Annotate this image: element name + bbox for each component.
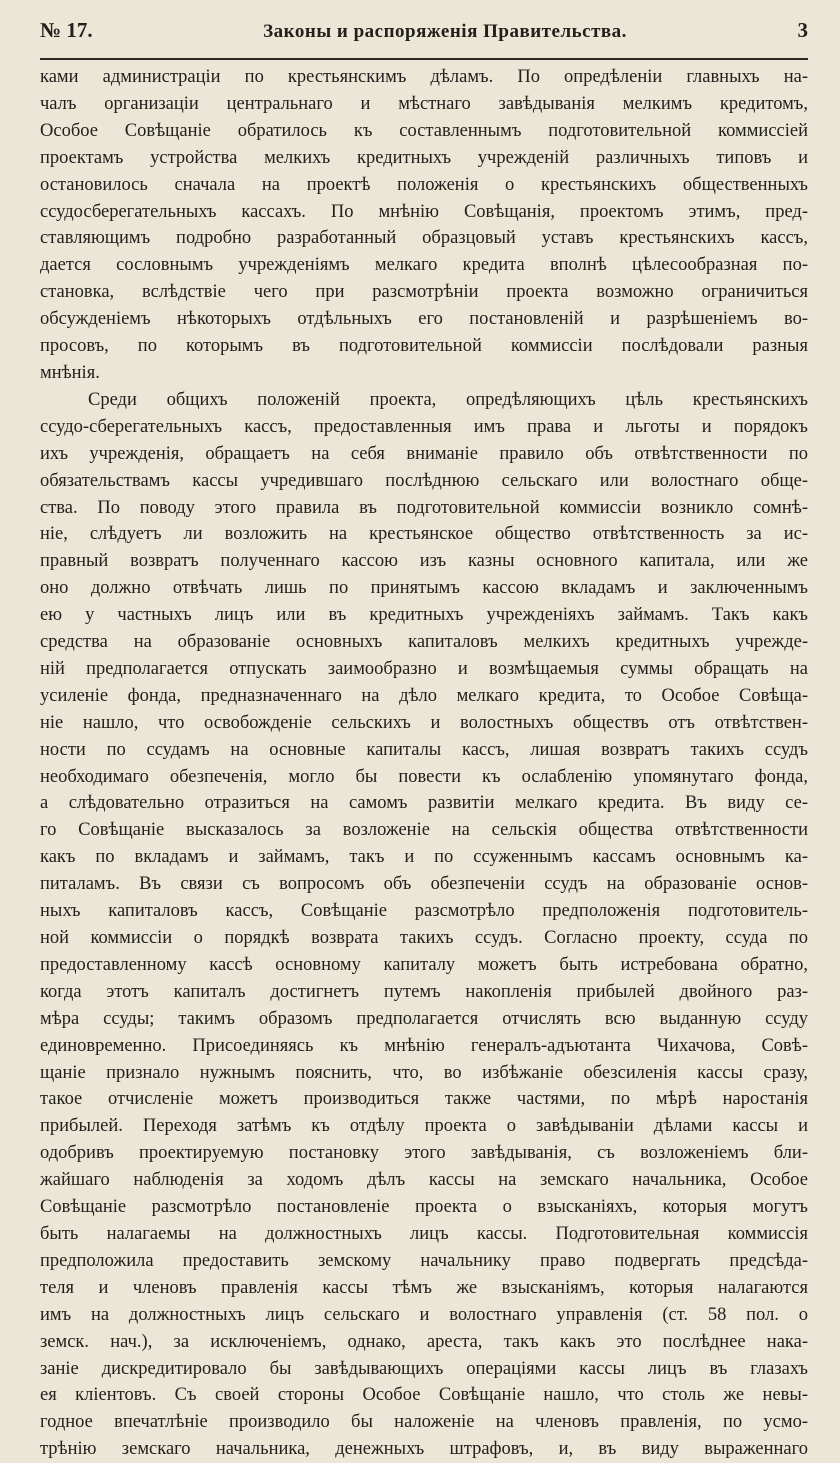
text-line: го Совѣщаніе высказалось за возложеніе на сельскія общества отвѣтственности	[40, 820, 808, 841]
text-line: предположила предоставить земскому начальнику право подвергать предсѣда-	[40, 1250, 808, 1271]
text-line: обязательствамъ кассы учредившаго послѣднюю сельскаго или волостнаго обще-	[40, 470, 808, 491]
text-line: становка, вслѣдствіе чего при разсмотрѣніи проекта возможно ограничиться	[40, 282, 808, 303]
text-line: ніе нашло, что освобожденіе сельскихъ и волостныхъ обществъ отъ отвѣтствен-	[40, 712, 808, 733]
text-line: чалъ организаціи центральнаго и мѣстнаго завѣдыванія мелкимъ кредитомъ,	[40, 93, 808, 114]
text-line: мѣра ссуды; такимъ образомъ предполагается отчислять всю выданную ссуду	[40, 1008, 808, 1029]
text-line: правный возвратъ полученнаго кассою изъ казны основного капитала, или же	[40, 551, 808, 572]
text-line: средства на образованіе основныхъ капиталовъ мелкихъ кредитныхъ учрежде-	[40, 632, 808, 653]
header-title: Законы и распоряженія Правительства.	[263, 21, 627, 42]
text-line: ихъ учрежденія, обращаетъ на себя вниманіе правило объ отвѣтственности по	[40, 443, 808, 464]
text-line: мнѣнія.	[40, 362, 100, 383]
text-line: оно должно отвѣчать лишь по принятымъ кассою вкладамъ и заключеннымъ	[40, 578, 808, 599]
text-line: трѣнію земскаго начальника, денежныхъ штрафовъ, и, въ виду выраженнаго	[40, 1439, 808, 1460]
text-line: теля и членовъ правленія кассы тѣмъ же взысканіямъ, которыя налагаются	[40, 1277, 808, 1298]
text-line: дается сословнымъ учрежденіямъ мелкаго кредита вполнѣ цѣлесообразная по-	[40, 255, 808, 276]
text-line: ставляющимъ подробно разработанный образцовый уставъ крестьянскихъ кассъ,	[40, 228, 808, 249]
issue-number: № 17.	[40, 18, 93, 42]
body-text	[40, 64, 808, 1463]
text-line: ности по ссудамъ на основные капиталы кассъ, лишая возвратъ такихъ ссудъ	[40, 739, 808, 760]
text-line: ныхъ капиталовъ кассъ, Совѣщаніе разсмотрѣло предположенія подготовитель-	[40, 901, 808, 922]
text-line: земск. нач.), за исключеніемъ, однако, ареста, такъ какъ это послѣднее нака-	[40, 1331, 808, 1352]
text-line: когда этотъ капиталъ достигнетъ путемъ накопленія прибылей двойного раз-	[40, 981, 808, 1002]
text-line: ссудо-сберегательныхъ кассъ, предоставленныя имъ права и льготы и порядокъ	[40, 416, 808, 437]
text-line: просовъ, по которымъ въ подготовительной коммиссіи послѣдовали разныя	[40, 336, 808, 357]
text-line: предоставленному кассѣ основному капиталу можетъ быть истребована обратно,	[40, 954, 808, 975]
text-line: одобривъ проектируемую постановку этого завѣдыванія, съ возложеніемъ бли-	[40, 1143, 808, 1164]
text-line: жайшаго наблюденія за ходомъ дѣлъ кассы на земскаго начальника, Особое	[40, 1170, 808, 1191]
header-rule	[40, 58, 808, 60]
text-line: ной коммиссіи о порядкѣ возврата такихъ ссудъ. Согласно проекту, ссуда по	[40, 928, 808, 948]
text-line: годное впечатлѣніе производило бы наложеніе на членовъ правленія, по усмо-	[40, 1412, 808, 1433]
text-line: какъ по вкладамъ и займамъ, такъ и по ссуженнымъ кассамъ основнымъ ка-	[40, 847, 808, 868]
text-line: ея кліентовъ. Съ своей стороны Особое Совѣщаніе нашло, что столь же невы-	[40, 1385, 808, 1406]
text-line: ею у частныхъ лицъ или въ кредитныхъ учрежденіяхъ займамъ. Такъ какъ	[40, 605, 808, 626]
text-line: обсужденіемъ нѣкоторыхъ отдѣльныхъ его постановленій и разрѣшеніемъ во-	[40, 309, 808, 330]
text-line: ками администраціи по крестьянскимъ дѣламъ. По опредѣленіи главныхъ на-	[40, 67, 808, 87]
text-line: прибылей. Переходя затѣмъ къ отдѣлу проекта о завѣдываніи дѣлами кассы и	[40, 1116, 808, 1137]
text-line: быть налагаемы на должностныхъ лицъ кассы. Подготовительная коммиссія	[40, 1223, 808, 1244]
text-line: а слѣдовательно отразиться на самомъ развитіи мелкаго кредита. Въ виду се-	[40, 793, 808, 814]
text-line: питаламъ. Въ связи съ вопросомъ объ обезпеченіи ссудъ на образованіе основ-	[40, 874, 808, 895]
text-line: Особое Совѣщаніе обратилось къ составленнымъ подготовительной коммиссіей	[40, 120, 808, 141]
text-line: Среди общихъ положеній проекта, опредѣляющихъ цѣль крестьянскихъ	[88, 389, 808, 410]
page-number: 3	[797, 18, 808, 42]
text-line: имъ на должностныхъ лицъ сельскаго и волостнаго управленія (ст. 58 пол. о	[40, 1304, 808, 1325]
text-line: такое отчисленіе можетъ производиться также частями, по мѣрѣ наростанія	[40, 1089, 808, 1110]
text-line: щаніе признало нужнымъ пояснить, что, во избѣжаніе обезсиленія кассы сразу,	[40, 1062, 808, 1083]
text-line: остановилось сначала на проектѣ положенія о крестьянскихъ общественныхъ	[40, 174, 808, 195]
text-line: Совѣщаніе разсмотрѣло постановленіе проекта о взысканіяхъ, которыя могутъ	[40, 1197, 808, 1218]
text-line: ніе, слѣдуетъ ли возложить на крестьянское общество отвѣтственность за ис-	[40, 524, 808, 545]
text-line: усиленіе фонда, предназначеннаго на дѣло мелкаго кредита, то Особое Совѣща-	[40, 685, 808, 706]
text-line: необходимаго обезпеченія, могло бы повести къ ослабленію упомянутаго фонда,	[40, 766, 808, 787]
text-line: ства. По поводу этого правила въ подготовительной коммиссіи возникло сомнѣ-	[40, 497, 808, 518]
text-line: проектамъ устройства мелкихъ кредитныхъ учрежденій различныхъ типовъ и	[40, 147, 808, 168]
text-line: ссудосберегательныхъ кассахъ. По мнѣнію Совѣщанія, проектомъ этимъ, пред-	[40, 201, 808, 222]
text-line: заніе дискредитировало бы завѣдывающихъ операціями кассы лицъ въ глазахъ	[40, 1358, 808, 1379]
running-header	[40, 18, 808, 52]
text-line: ній предполагается отпускать заимообразно и возмѣщаемыя суммы обращать на	[40, 658, 808, 679]
text-line: единовременно. Присоединяясь къ мнѣнію генералъ-адъютанта Чихачова, Совѣ-	[40, 1035, 808, 1056]
